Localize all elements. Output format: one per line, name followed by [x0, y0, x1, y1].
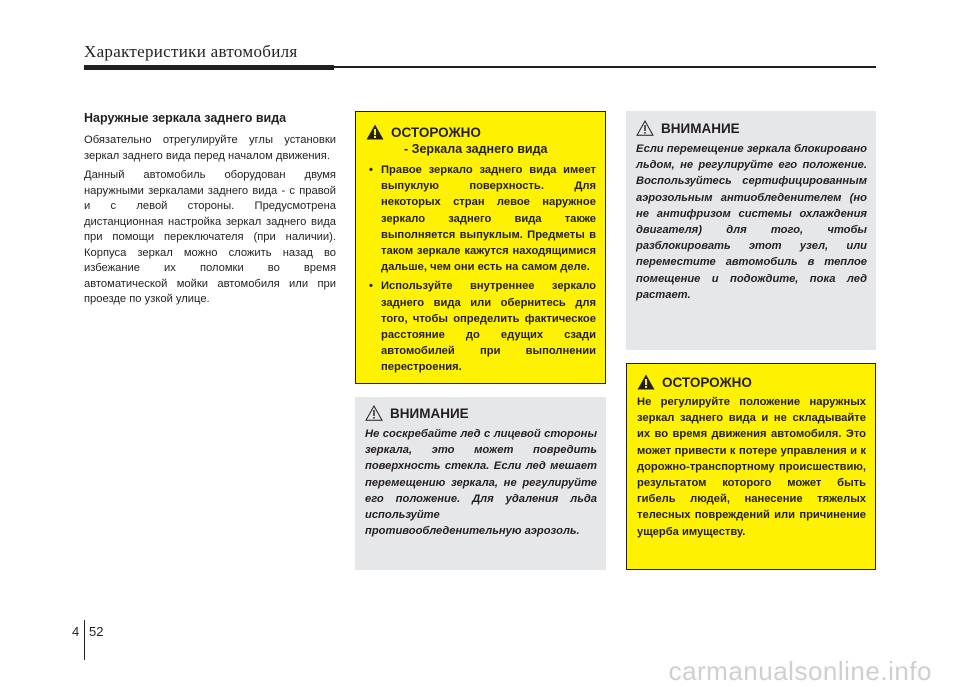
warning-bullet-2: • Используйте внутреннее зеркало заднего вида или обернитесь для того, чтобы определить фактическое расстояние до едущих сзади автомобилей при выполнении перестроения.: [366, 278, 596, 375]
paragraph-2: Данный автомобиль оборудован двумя наружными зеркалами заднего вида - с правой и с левой стороны. Предусмотрена дистанционная настройка зеркал заднего вида при помощи переключателя (при наличии). Корпуса зеркал можно сложить назад во избежание их поломки во время автоматической мойки автомобиля или при проезде по узкой улице.: [84, 169, 336, 305]
warning-box-title: [637, 374, 866, 390]
caution-text: Если перемещение зеркала блокировано льдом, не регулируйте его положение. Воспользуйтесь сертифицированным аэрозольным антиобледенителем (но не антифризом системы охлаждения двигателя) для того, чтобы разблокировать этот узел, или переместите автомобиль в теплое помещение и подождите, пока лед растает.: [636, 143, 867, 301]
paragraph-1: Обязательно отрегулируйте углы установки зеркал заднего вида перед началом движения.: [84, 134, 336, 162]
caution-triangle-icon: [636, 120, 654, 136]
warning-box-mirrors: [355, 111, 606, 384]
warning-title-text: ОСТОРОЖНО: [391, 124, 481, 140]
warning-bullet-1: • Правое зеркало заднего вида имеет выпуклую поверхность. Для некоторых стран левое наружное зеркало заднего вида также выполняется выпуклым. Предметы в таком зеркале кажутся находящимися дальше, чем они есть на самом деле.: [366, 162, 596, 275]
warning-triangle-icon: [366, 124, 384, 140]
caution-title-text: ВНИМАНИЕ: [661, 120, 740, 136]
warning-subtitle: - Зеркала заднего вида: [404, 142, 548, 156]
caution-text: Не соскребайте лед с лицевой стороны зеркала, это может повредить поверхность стекла. Если лед мешает перемещению зеркала, не регулируйте его положение. Для удаления льда используйте противообледенительную аэрозоль.: [365, 428, 597, 538]
caution-box-ice: [355, 397, 606, 570]
section-heading: Наружные зеркала заднего вида: [84, 111, 287, 125]
warning-text: Не регулируйте положение наружных зеркал заднего вида и не складывайте их во время движения автомобиля. Это может привести к потере управления и к дорожно-транспортному происшествию, результатом которого может быть гибель людей, нанесение тяжелых телесных повреждений или причинение ущерба имуществу.: [637, 396, 866, 538]
footer-divider: [84, 620, 85, 660]
caution-triangle-icon: [365, 405, 383, 421]
left-column: [84, 111, 336, 312]
chapter-number: 4: [72, 624, 80, 639]
caution-title-text: ВНИМАНИЕ: [390, 405, 469, 421]
caution-box-title: [365, 405, 597, 421]
warning-box-driving: [626, 363, 876, 570]
caution-box-title: [636, 120, 867, 136]
caution-box-frozen: [626, 111, 876, 350]
warning-bullet-list: [366, 162, 596, 376]
warning-triangle-icon: [637, 374, 655, 390]
header-rule-thick: [84, 65, 334, 70]
warning-box-title: [366, 124, 596, 140]
page-header-title: Характеристики автомобиля: [84, 42, 298, 61]
page-number: 52: [89, 624, 104, 639]
header-rule-thin: [334, 66, 876, 68]
watermark: carmanualsonline.info: [668, 656, 932, 686]
warning-title-text: ОСТОРОЖНО: [662, 374, 752, 390]
